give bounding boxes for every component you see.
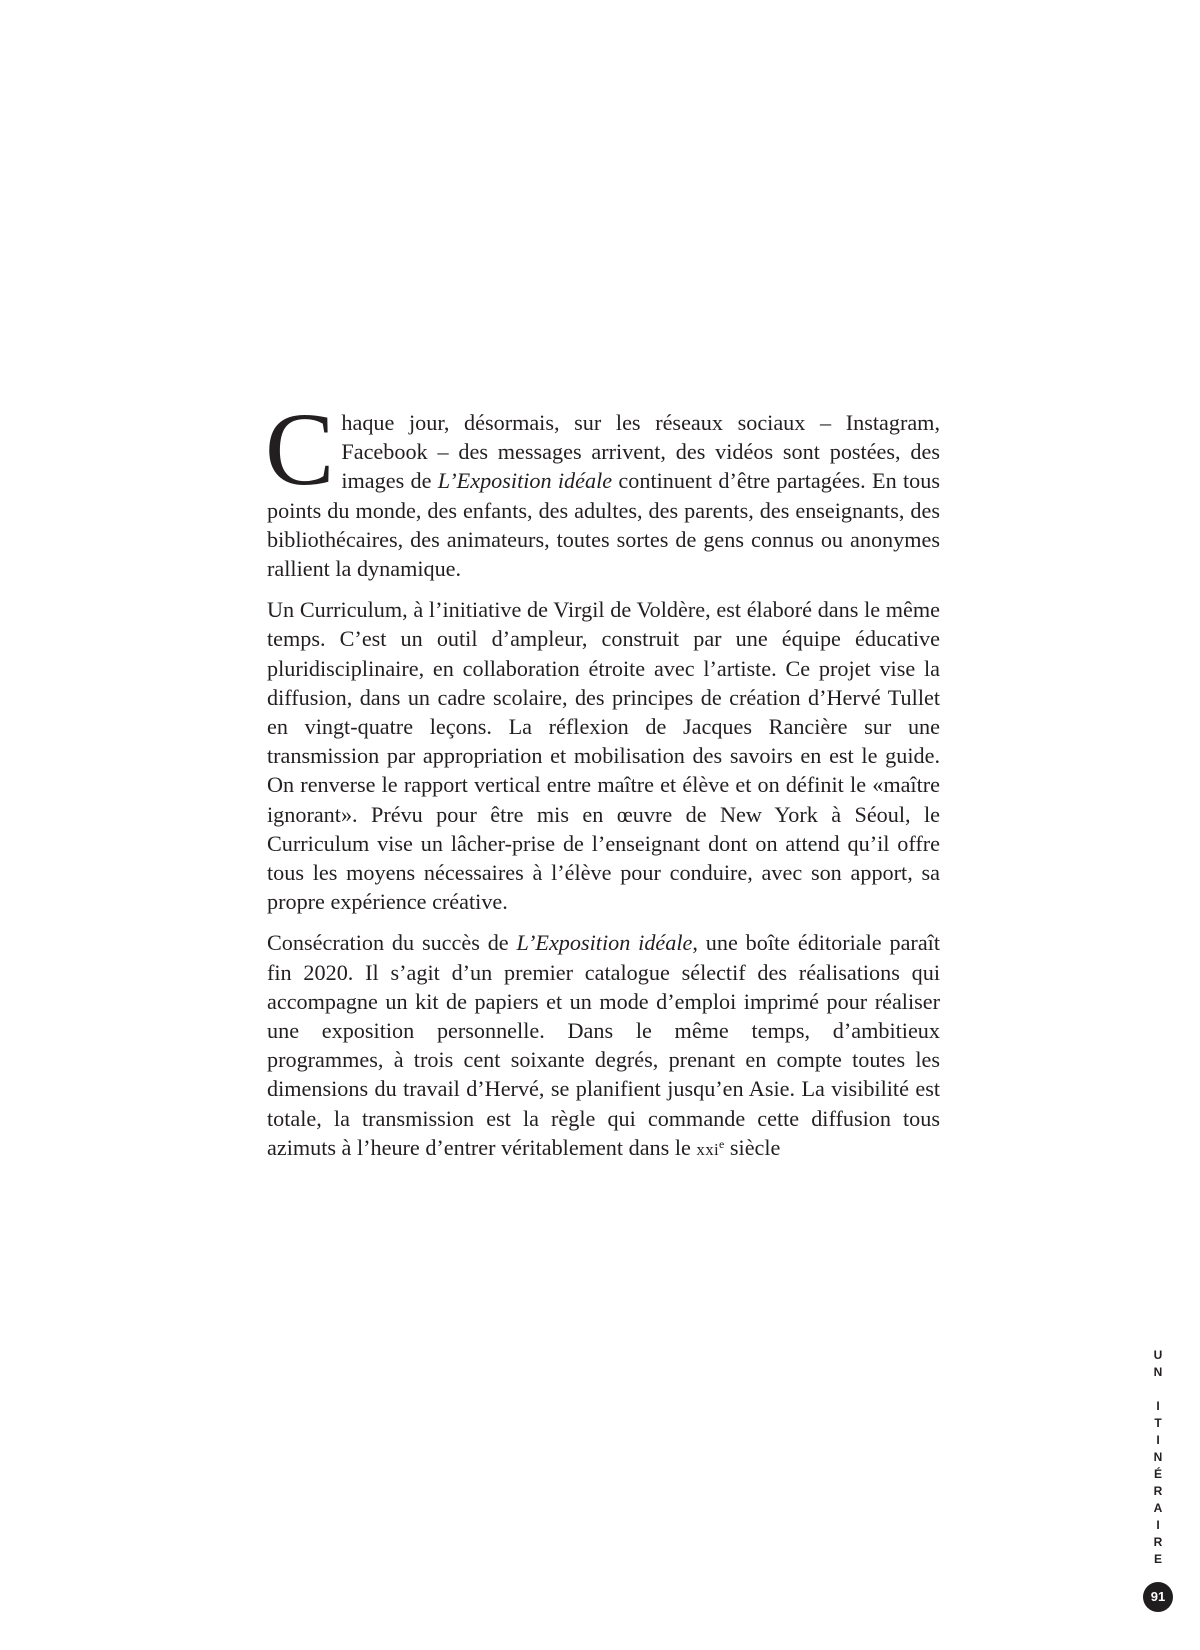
- section-label-letter: I: [1156, 1433, 1160, 1447]
- page-number-badge: 91: [1143, 1582, 1173, 1612]
- section-label-letter: E: [1153, 1552, 1162, 1566]
- paragraph-1-text-b: continuent d’être partagées. En tous points du monde, des enfants, des adultes, des parents, des enseignants, des bibliothécaires, des animateurs, toutes sortes de gens connus ou anonymes rallient la dynamique.: [267, 468, 940, 582]
- paragraph-3-text-c: siècle: [724, 1134, 781, 1160]
- paragraph-3-text-a: Consécration du succès de: [267, 930, 517, 956]
- paragraph-1: [265, 392, 940, 583]
- section-label-letter: T: [1154, 1416, 1162, 1430]
- section-label-letter: U: [1153, 1348, 1163, 1362]
- section-label-letter: N: [1153, 1450, 1163, 1464]
- drop-cap: C: [265, 392, 335, 507]
- section-label-letter: A: [1153, 1501, 1163, 1515]
- paragraph-3: [267, 928, 940, 1164]
- paragraph-2: Un Curriculum, à l’initiative de Virgil de Voldère, est élaboré dans le même temps. C’est un outil d’ampleur, construit par une équipe éducative pluridisciplinaire, en collaboration étroite avec l’artiste. Ce projet vise la diffusion, dans un cadre scolaire, des principes de création d’Hervé Tullet en vingt-quatre leçons. La réflexion de Jacques Rancière sur une transmission par appropriation et mobilisation des savoirs en est le guide. On renverse le rapport vertical entre maître et élève et on définit le «maître ignorant». Prévu pour être mis en œuvre de New York à Séoul, le Curriculum vise un lâcher-prise de l’enseignant dont on attend qu’il offre tous les moyens nécessaires à l’élève pour conduire, avec son apport, sa propre expérience créative.: [267, 597, 940, 915]
- paragraph-3-text-b: , une boîte éditoriale paraît fin 2020. Il s’agit d’un premier catalogue sélectif des réalisations qui accompagne un kit de papiers et un mode d’emploi imprimé pour réaliser une exposition personnelle. Dans le même temps, d’ambitieux programmes, à trois cent soixante degrés, prenant en compte toutes les dimensions du travail d’Hervé, se planifient jusqu’en Asie. La visibilité est totale, la transmission est la règle qui commande cette diffusion tous azimuts à l’heure d’entrer véritablement dans le: [267, 930, 940, 1160]
- book-title-italic: L’Exposition idéale: [437, 468, 613, 494]
- section-label-space: [1146, 1381, 1170, 1398]
- century-numeral: xxi: [696, 1139, 720, 1159]
- article-body: [265, 392, 940, 1164]
- section-label-letter: R: [1153, 1484, 1163, 1498]
- section-label-letter: É: [1153, 1467, 1162, 1481]
- book-title-italic: L’Exposition idéale: [516, 930, 693, 956]
- century-superscript: e: [719, 1136, 725, 1151]
- section-label-vertical: [1146, 1347, 1170, 1568]
- paragraph-1-text-a: haque jour, désormais, sur les réseaux sociaux – Instagram, Facebook – des messages arrivent, des vidéos sont postées, des images de: [341, 410, 940, 494]
- section-label-letter: R: [1153, 1535, 1163, 1549]
- section-label-letter: I: [1156, 1518, 1160, 1532]
- section-label-letter: I: [1156, 1399, 1160, 1413]
- section-label-letter: N: [1153, 1365, 1163, 1379]
